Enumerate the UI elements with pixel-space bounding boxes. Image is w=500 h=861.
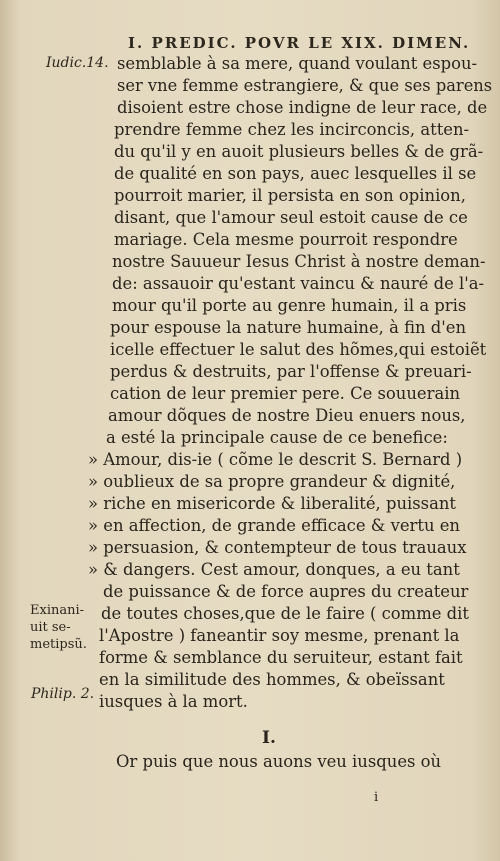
margin-note-line: Exinani- — [30, 603, 85, 618]
quoted-line: » en affection, de grande efficace & vertu en — [88, 516, 460, 535]
quoted-line: » riche en misericorde & liberalité, puissant — [88, 494, 456, 513]
running-header: I. PREDIC. POVR LE XIX. DIMEN. — [128, 34, 471, 52]
text-line: pourroit marier, il persista en son opinion, — [114, 186, 466, 205]
text-line: iusques à la mort. — [99, 692, 248, 711]
text-line: ser vne femme estrangiere, & que ses parens — [117, 76, 493, 95]
text-line: de qualité en son pays, auec lesquelles il se — [114, 164, 477, 183]
text-line: semblable à sa mere, quand voulant espou- — [117, 54, 478, 73]
text-line: prendre femme chez les incirconcis, atten- — [114, 120, 470, 139]
text-line: du qu'il y en auoit plusieurs belles & de grã- — [114, 142, 484, 161]
page-number: i — [374, 790, 379, 805]
quoted-line: » & dangers. Cest amour, donques, a eu tant — [88, 560, 460, 579]
text-line: en la similitude des hommes, & obeïssant — [99, 670, 445, 689]
margin-reference-judges: Iudic.14. — [46, 55, 109, 71]
text-line: cation de leur premier pere. Ce souuerain — [110, 384, 461, 403]
text-line: Or puis que nous auons veu iusques où — [116, 752, 442, 771]
text-line: perdus & destruits, par l'offense & preuari- — [110, 362, 472, 381]
text-line: icelle effectuer le salut des hõmes,qui estoiẽt — [110, 340, 487, 359]
text-line: forme & semblance du seruiteur, estant fait — [99, 648, 463, 667]
section-numeral: I. — [262, 728, 276, 748]
quoted-line: » persuasion, & contempteur de tous trauaux — [88, 538, 467, 557]
text-line: mariage. Cela mesme pourroit respondre — [114, 230, 458, 249]
text-line: disant, que l'amour seul estoit cause de ce — [114, 208, 468, 227]
text-line: mour qu'il porte au genre humain, il a pris — [112, 296, 467, 315]
margin-note-line: uit se- — [30, 620, 71, 635]
quoted-line: » Amour, dis-ie ( cõme le descrit S. Bernard ) — [88, 450, 463, 469]
text-line: l'Apostre ) faneantir soy mesme, prenant la — [99, 626, 460, 645]
text-line: a esté la principale cause de ce benefice: — [106, 428, 448, 447]
margin-note-exinanivit — [30, 602, 87, 653]
text-line: de: assauoir qu'estant vaincu & nauré de l'a- — [112, 274, 485, 293]
margin-note-line: metipsũ. — [30, 637, 87, 652]
text-line: disoient estre chose indigne de leur race, de — [117, 98, 488, 117]
text-line: amour dõques de nostre Dieu enuers nous, — [108, 406, 466, 425]
quoted-line: » oublieux de sa propre grandeur & dignité, — [88, 472, 456, 491]
text-line: nostre Sauueur Iesus Christ à nostre deman- — [112, 252, 486, 271]
text-line: de toutes choses,que de le faire ( comme dit — [101, 604, 469, 623]
text-line: de puissance & de force aupres du createur — [103, 582, 469, 601]
margin-reference-philippians: Philip. 2. — [31, 686, 95, 702]
text-line: pour espouse la nature humaine, à fin d'en — [110, 318, 467, 337]
